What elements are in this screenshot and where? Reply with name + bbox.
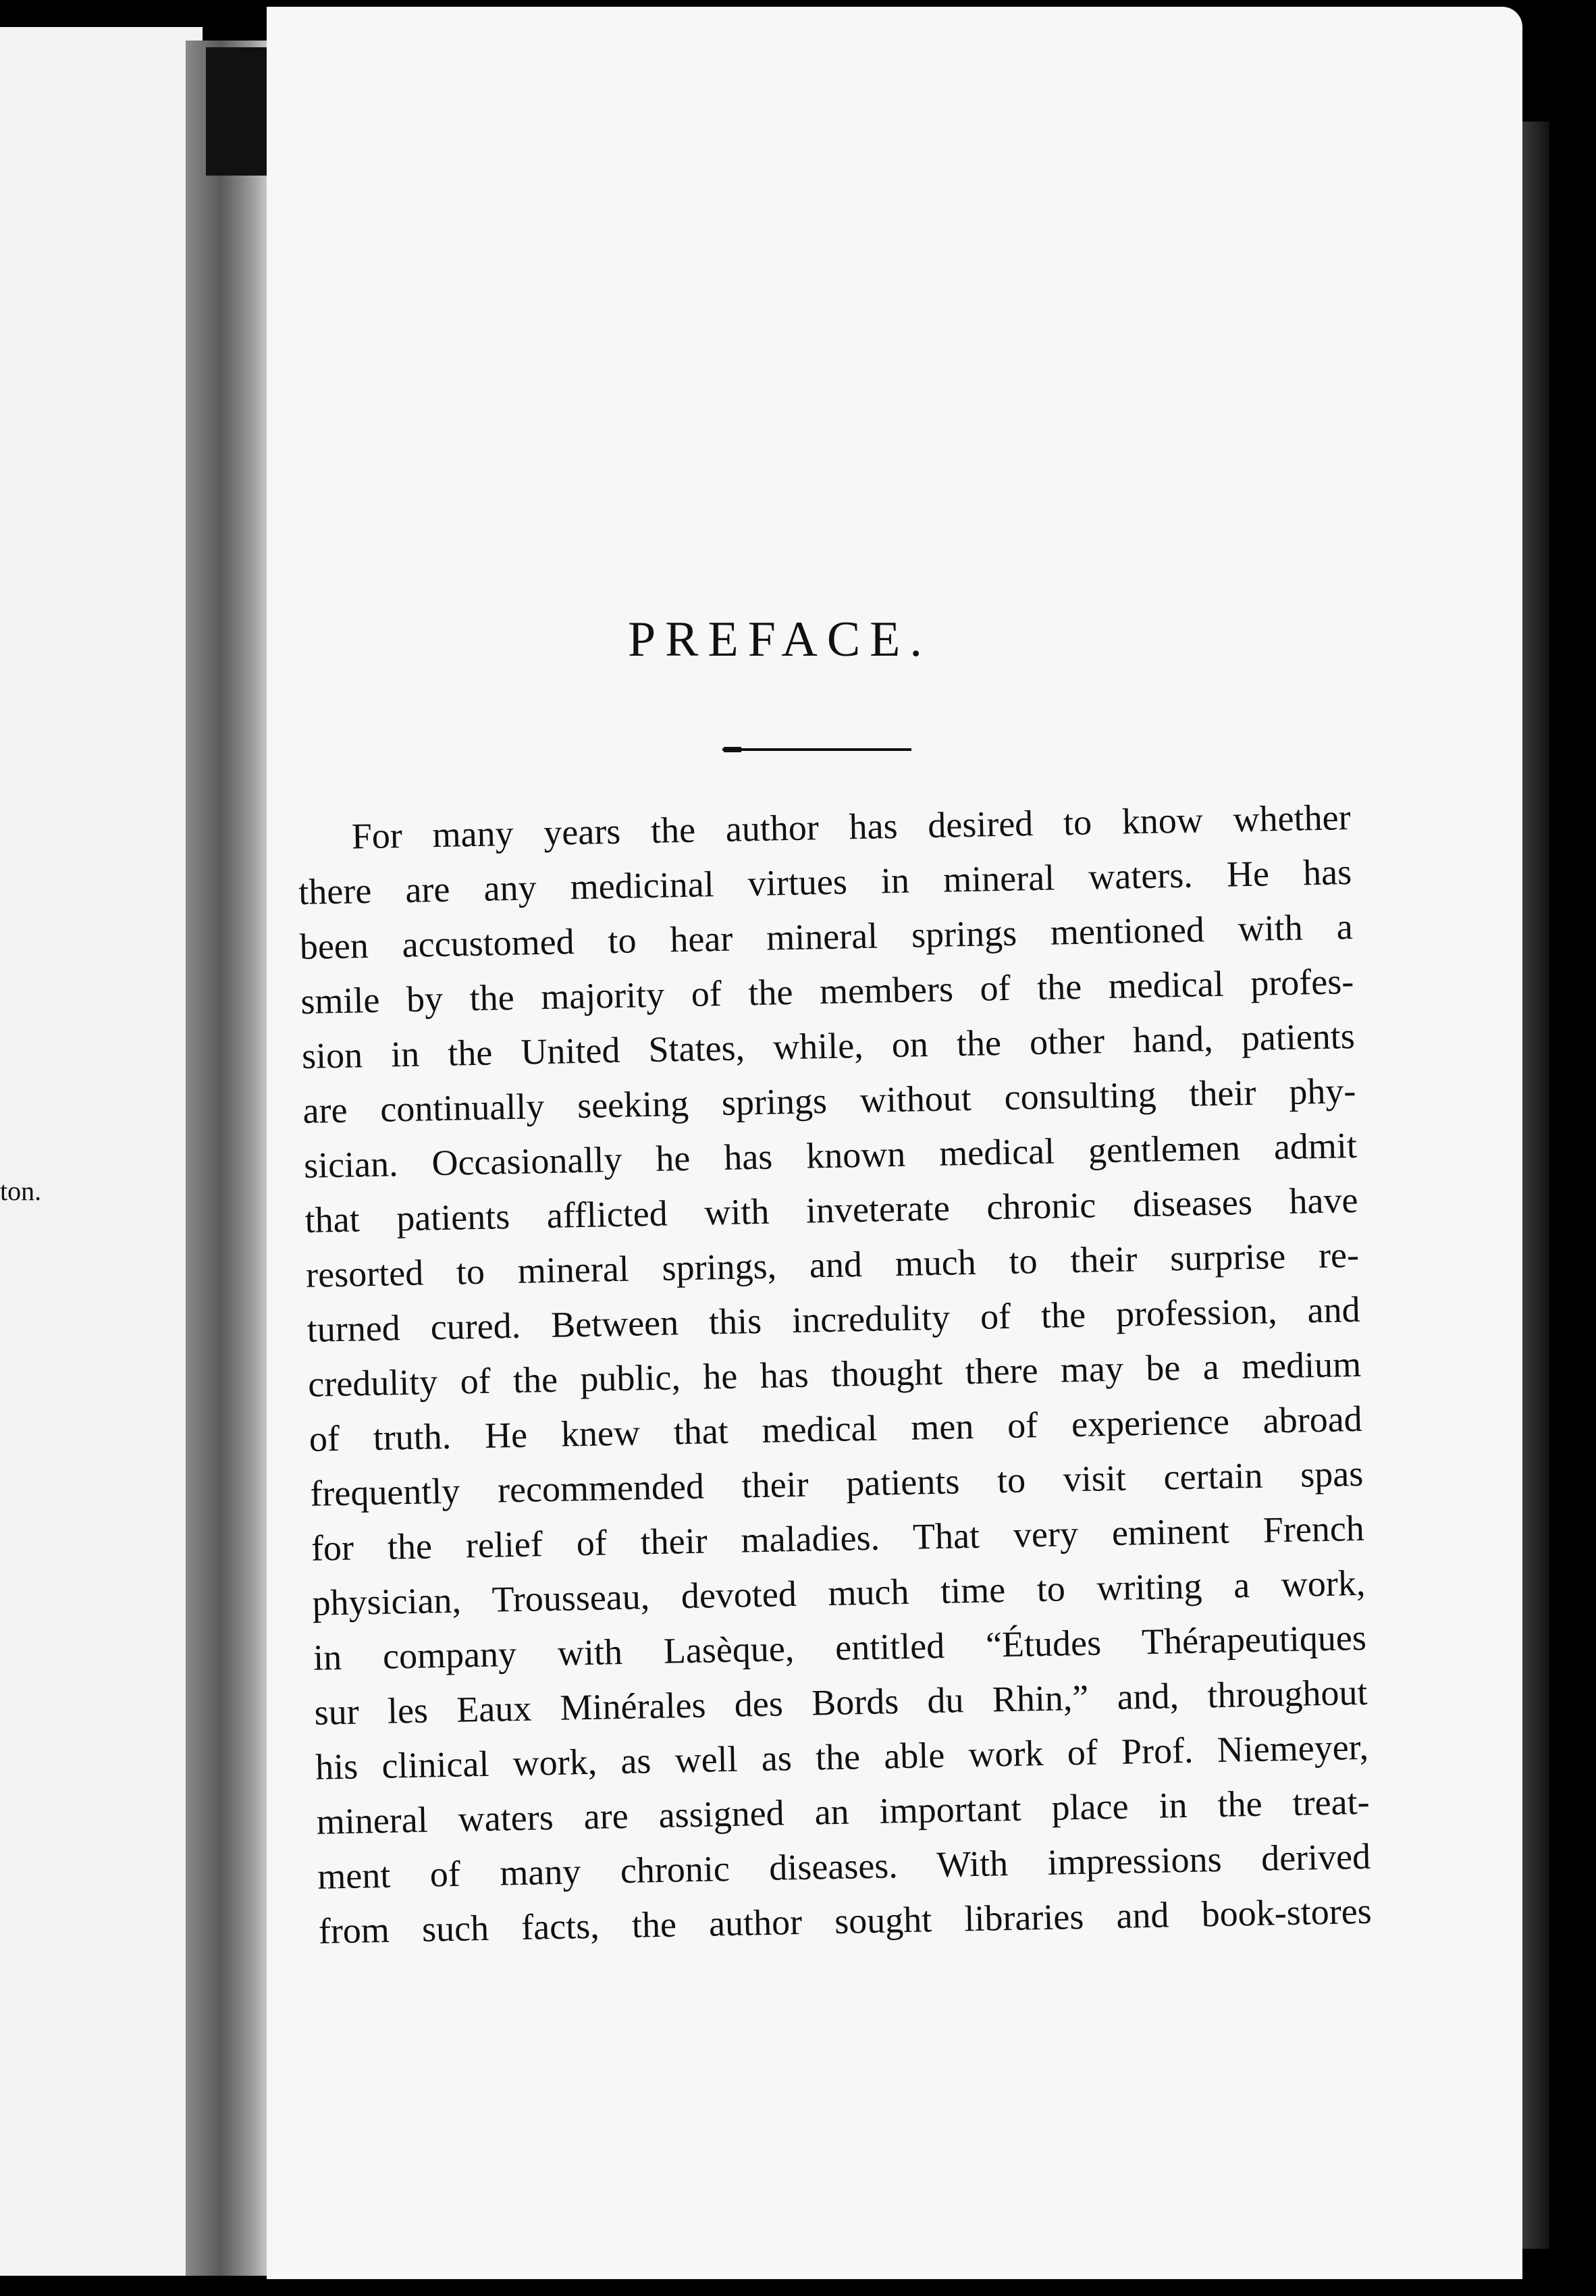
paragraph-line: there are any medicinal virtues in mineral waters. He has [298, 852, 1352, 912]
paragraph-line: sion in the United States, while, on the other hand, patients [301, 1015, 1356, 1076]
left-page-text-fragment: ton. [0, 1176, 42, 1206]
paragraph-line: for the relief of their maladies. That very eminent French [311, 1507, 1365, 1569]
paragraph-line: For many years the author has desired to know whether [351, 797, 1352, 857]
paragraph-line: credulity of the public, he has thought there may be a medium [307, 1343, 1362, 1405]
page-title: PREFACE. [628, 612, 932, 667]
page-right-edge [1522, 122, 1549, 2249]
paragraph-line: sur les Eaux Minérales des Bords du Rhin,” and, throughout [314, 1671, 1368, 1733]
paragraph-line: that patients afflicted with inveterate chronic diseases have [304, 1179, 1358, 1241]
paragraph-line: been accustomed to hear mineral springs mentioned with a [299, 906, 1354, 967]
left-facing-page [0, 27, 203, 2276]
preface-paragraph [297, 789, 1399, 1958]
paragraph-line: in company with Lasèque, entitled “Études Thérapeutiques [313, 1617, 1367, 1678]
paragraph-line: of truth. He knew that medical men of experience abroad [309, 1398, 1363, 1459]
paragraph-line: sician. Occasionally he has known medical gentlemen admit [303, 1124, 1358, 1186]
paragraph-line: smile by the majority of the members of the medical profes- [300, 961, 1354, 1022]
title-rule [722, 748, 911, 751]
paragraph-line: turned cured. Between this incredulity of the profession, and [307, 1288, 1361, 1350]
paragraph-line: mineral waters are assigned an important place in the treat- [316, 1781, 1371, 1842]
paragraph-line: ment of many chronic diseases. With impressions derived [317, 1835, 1371, 1897]
paragraph-line: frequently recommended their patients to visit certain spas [309, 1453, 1364, 1514]
book-gutter [186, 41, 273, 2276]
gutter-dark-mark [206, 47, 273, 176]
paragraph-line: are continually seeking springs without consulting their phy- [302, 1070, 1356, 1131]
paragraph-line: his clinical work, as well as the able work of Prof. Niemeyer, [315, 1726, 1369, 1788]
paragraph-line: resorted to mineral springs, and much to their surprise re- [305, 1234, 1360, 1295]
paragraph-line: physician, Trousseau, devoted much time to writing a work, [311, 1562, 1366, 1623]
paragraph-line: from such facts, the author sought libraries and book-stores [318, 1890, 1373, 1952]
